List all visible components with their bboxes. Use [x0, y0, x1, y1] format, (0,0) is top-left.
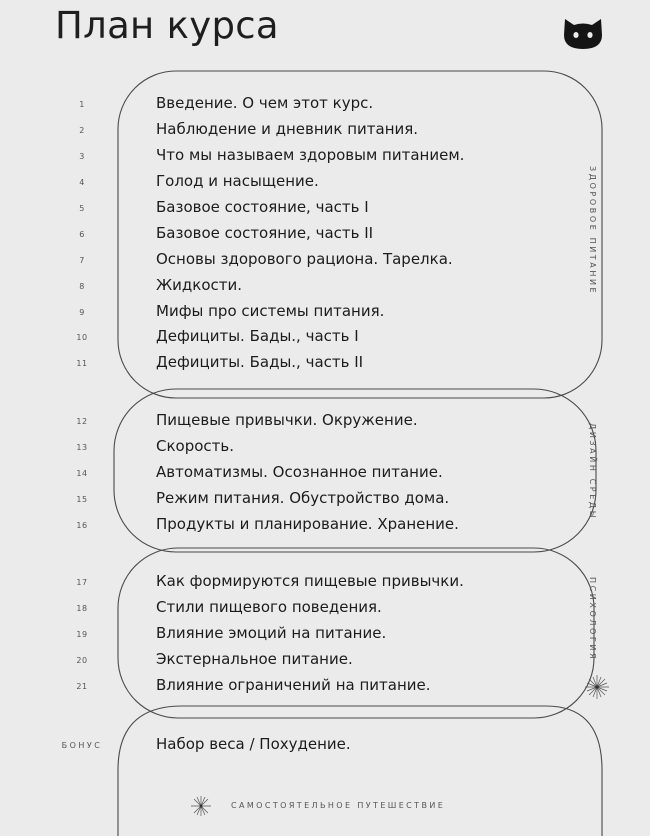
lesson-number: 3 [79, 152, 85, 161]
sparkle-icon [584, 674, 610, 700]
list-item [0, 675, 650, 701]
lesson-number: 17 [76, 578, 88, 587]
list-item [0, 436, 650, 462]
lesson-title: Наблюдение и дневник питания. [156, 120, 419, 138]
lesson-number: 2 [79, 126, 85, 135]
list-item [0, 734, 650, 760]
list-item [0, 462, 650, 488]
list-item [0, 597, 650, 623]
lesson-title: Введение. О чем этот курс. [156, 94, 374, 112]
list-item [0, 249, 650, 275]
list-item [0, 326, 650, 352]
bonus-label: БОНУС [61, 741, 103, 750]
lesson-number: 14 [76, 469, 88, 478]
lesson-title: Базовое состояние, часть II [156, 224, 374, 242]
list-item [0, 571, 650, 597]
lesson-title: Влияние ограничений на питание. [156, 676, 431, 694]
lesson-title: Пищевые привычки. Окружение. [156, 411, 418, 429]
list-item [0, 352, 650, 378]
lesson-number: 19 [76, 630, 88, 639]
lesson-number: 6 [79, 230, 85, 239]
lesson-number: 7 [79, 256, 85, 265]
lesson-title: Режим питания. Обустройство дома. [156, 489, 450, 507]
lesson-number: 21 [76, 682, 88, 691]
list-item [0, 275, 650, 301]
lesson-number: 12 [76, 417, 88, 426]
lesson-number: 10 [76, 333, 88, 342]
bonus-title: Набор веса / Похудение. [156, 735, 351, 753]
list-item [0, 623, 650, 649]
list-item [0, 488, 650, 514]
list-item [0, 145, 650, 171]
list-item [0, 410, 650, 436]
list-item [0, 223, 650, 249]
section-label-environment-design: ДИЗАЙН СРЕДЫ [588, 423, 597, 521]
lesson-number: 13 [76, 443, 88, 452]
lesson-number: 16 [76, 521, 88, 530]
lesson-number: 8 [79, 282, 85, 291]
lesson-title: Скорость. [156, 437, 235, 455]
list-item [0, 301, 650, 327]
lesson-title: Жидкости. [156, 276, 243, 294]
lesson-title: Дефициты. Бады., часть II [156, 353, 364, 371]
lesson-number: 1 [79, 100, 85, 109]
list-item [0, 93, 650, 119]
list-item [0, 514, 650, 540]
lesson-title: Экстернальное питание. [156, 650, 353, 668]
lesson-number: 5 [79, 204, 85, 213]
lesson-title: Как формируются пищевые привычки. [156, 572, 464, 590]
lesson-title: Голод и насыщение. [156, 172, 319, 190]
footer-label: САМОСТОЯТЕЛЬНОЕ ПУТЕШЕСТВИЕ [231, 801, 446, 810]
lesson-title: Влияние эмоций на питание. [156, 624, 387, 642]
lesson-title: Стили пищевого поведения. [156, 598, 382, 616]
lesson-title: Что мы называем здоровым питанием. [156, 146, 465, 164]
lesson-title: Мифы про системы питания. [156, 302, 385, 320]
lesson-number: 15 [76, 495, 88, 504]
lesson-title: Основы здорового рациона. Тарелка. [156, 250, 453, 268]
list-item [0, 119, 650, 145]
lesson-title: Дефициты. Бады., часть I [156, 327, 359, 345]
page-title: План курса [55, 4, 279, 47]
list-item [0, 197, 650, 223]
lesson-number: 11 [76, 359, 88, 368]
lesson-number: 9 [79, 308, 85, 317]
section-label-psychology: ПСИХОЛОГИЯ [588, 577, 597, 662]
list-item [0, 649, 650, 675]
lesson-number: 4 [79, 178, 85, 187]
lesson-title: Продукты и планирование. Хранение. [156, 515, 459, 533]
section-label-healthy-eating: ЗДОРОВОЕ ПИТАНИЕ [588, 166, 597, 296]
list-item [0, 171, 650, 197]
lesson-number: 18 [76, 604, 88, 613]
sparkle-icon [190, 795, 212, 817]
lesson-number: 20 [76, 656, 88, 665]
lesson-title: Автоматизмы. Осознанное питание. [156, 463, 443, 481]
lesson-title: Базовое состояние, часть I [156, 198, 369, 216]
